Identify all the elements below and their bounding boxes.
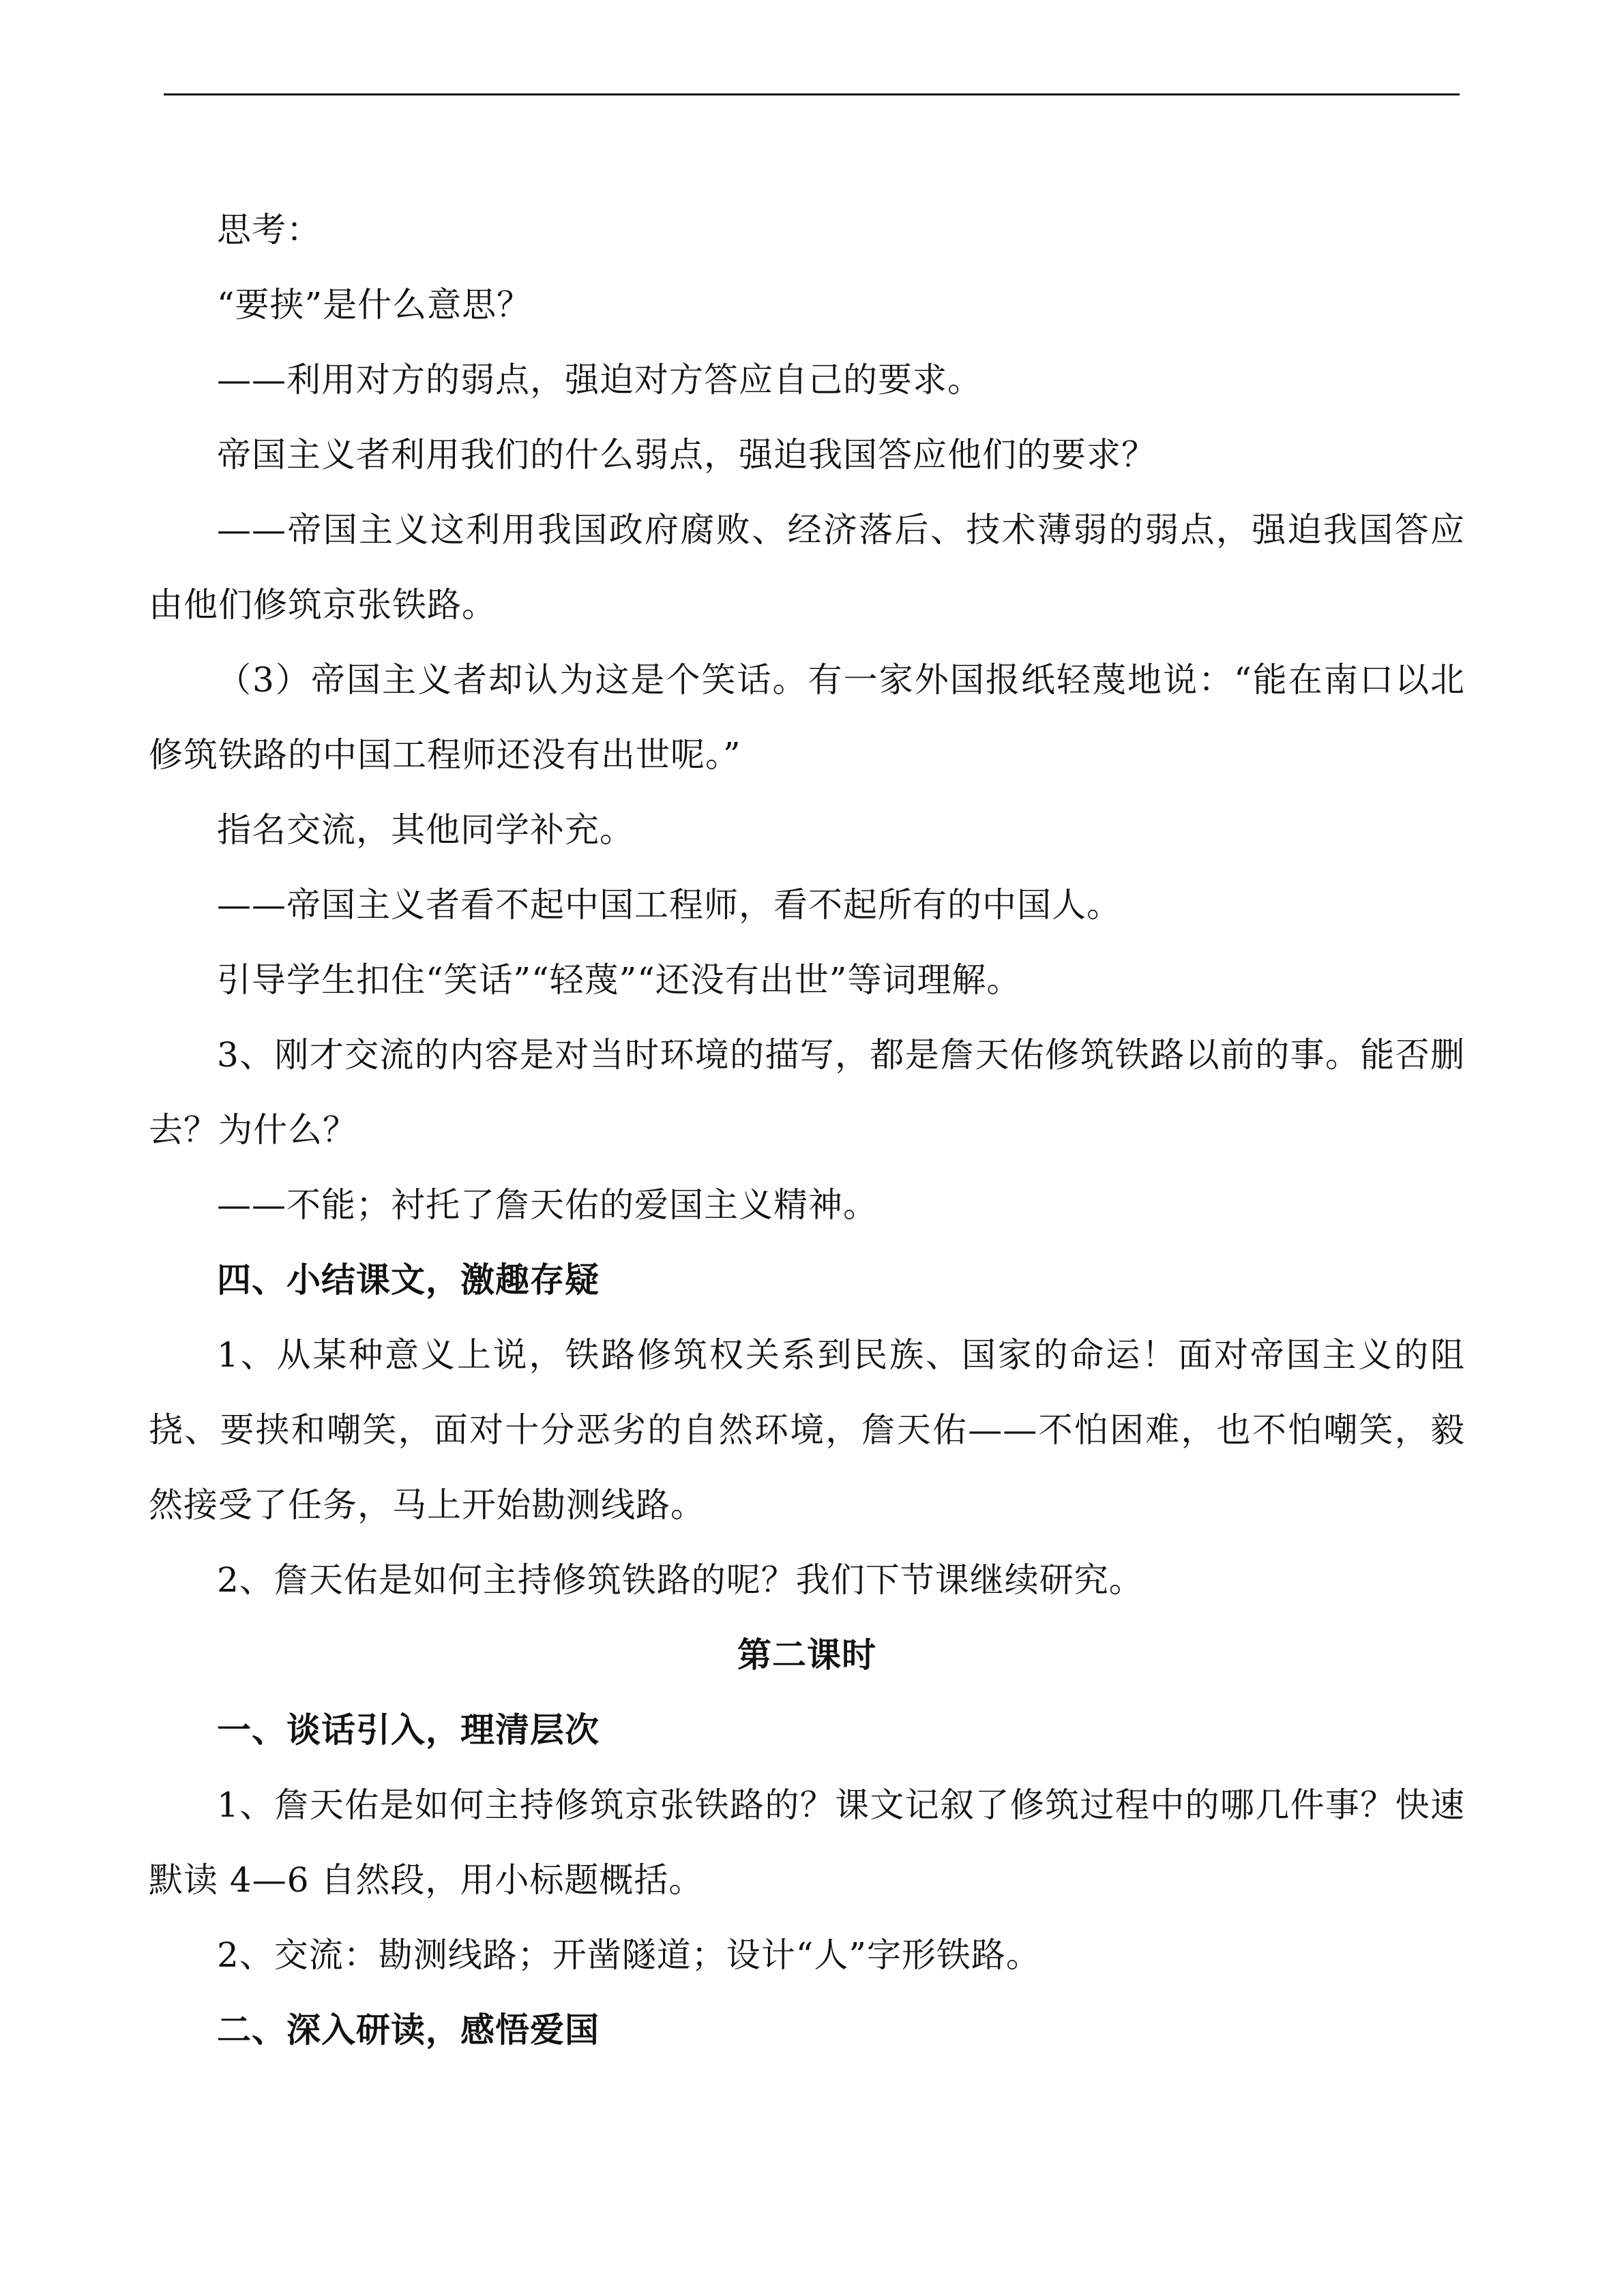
section-heading-deep-reading: 二、深入研读，感悟爱国 xyxy=(217,2010,600,2050)
paragraph-summary-2: 2、詹天佑是如何主持修筑铁路的呢？我们下节课继续研究。 xyxy=(217,1560,1144,1600)
paragraph-question-weakness: 帝国主义者利用我们的什么弱点，强迫我国答应他们的要求？ xyxy=(217,435,1156,475)
paragraph-intro-2: 2、交流：勘测线路；开凿隧道；设计“人”字形铁路。 xyxy=(217,1935,1041,1975)
paragraph-discussion-prompt: 指名交流，其他同学补充。 xyxy=(217,810,634,850)
header-rule xyxy=(164,93,1460,95)
paragraph-answer-environment: ——不能；衬托了詹天佑的爱国主义精神。 xyxy=(217,1185,878,1225)
lesson-heading-second: 第二课时 xyxy=(737,1635,876,1675)
paragraph-intro-1: 1、詹天佑是如何主持修筑京张铁路的？课文记叙了修筑过程中的哪几件事？快速默读 4—6 自然段，用小标题概括。 xyxy=(149,1785,1465,1900)
paragraph-answer-weakness: ——帝国主义这利用我国政府腐败、经济落后、技术薄弱的弱点，强迫我国答应由他们修筑京张铁路。 xyxy=(149,510,1465,625)
page-content xyxy=(149,192,1465,2068)
paragraph-point-3-joke: （3）帝国主义者却认为这是个笑话。有一家外国报纸轻蔑地说：“能在南口以北修筑铁路的中国工程师还没有出世呢。” xyxy=(149,660,1465,775)
section-heading-intro: 一、谈话引入，理清层次 xyxy=(217,1710,600,1750)
paragraph-question-environment: 3、刚才交流的内容是对当时环境的描写，都是詹天佑修筑铁路以前的事。能否删去？为什么？ xyxy=(149,1035,1465,1150)
paragraph-guidance: 引导学生扣住“笑话”“轻蔑”“还没有出世”等词理解。 xyxy=(217,960,1022,1000)
paragraph-summary-1: 1、从某种意义上说，铁路修筑权关系到民族、国家的命运！面对帝国主义的阻挠、要挟和嘲笑，面对十分恶劣的自然环境，詹天佑——不怕困难，也不怕嘲笑，毅然接受了任务，马上开始勘测线路。 xyxy=(149,1335,1465,1525)
section-heading-summary: 四、小结课文，激趣存疑 xyxy=(217,1260,600,1300)
paragraph-think: 思考： xyxy=(217,210,321,250)
paragraph-answer-yaoxie: ——利用对方的弱点，强迫对方答应自己的要求。 xyxy=(217,360,982,400)
paragraph-question-yaoxie: “要挟”是什么意思？ xyxy=(217,285,532,325)
paragraph-answer-contempt: ——帝国主义者看不起中国工程师，看不起所有的中国人。 xyxy=(217,885,1121,925)
